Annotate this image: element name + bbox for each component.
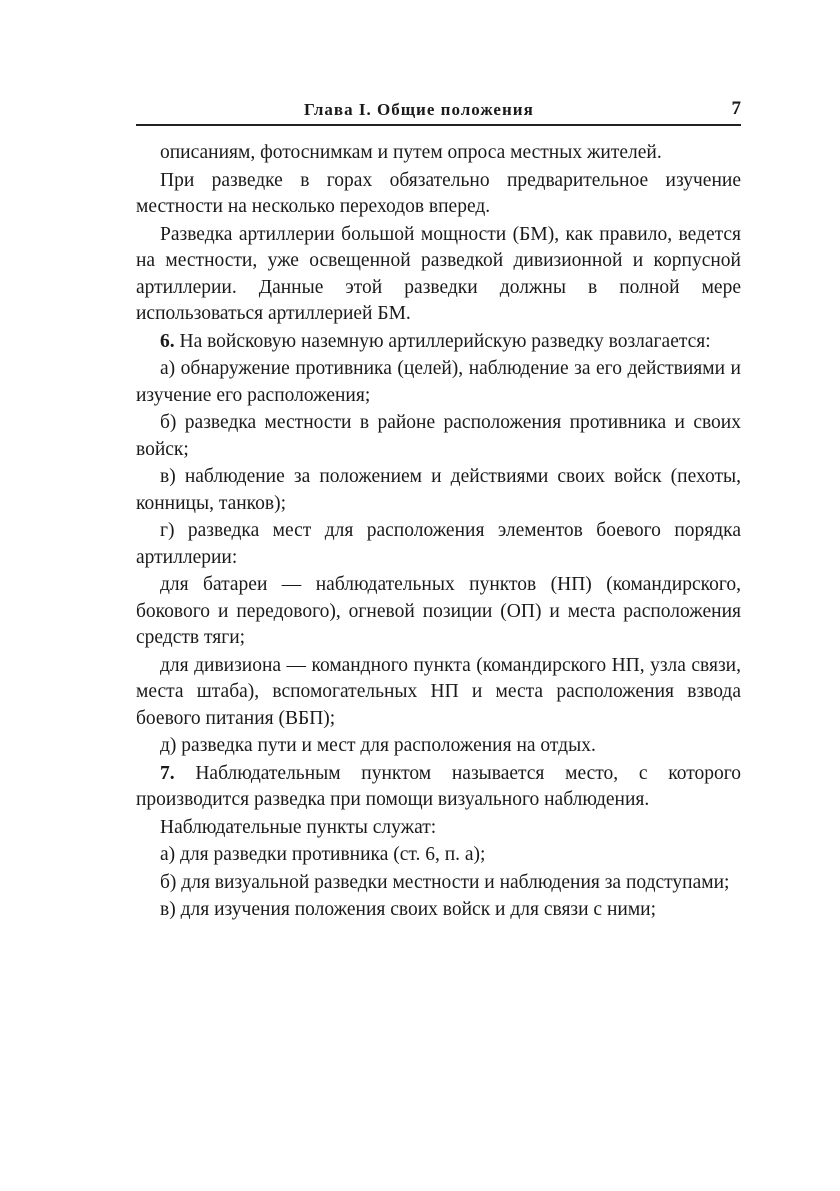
paragraph: [136, 572, 741, 652]
paragraph-text: Разведка артиллерии большой мощности (БМ), как правило, ведется на местности, уже освещенной разведкой дивизионной и корпусной артиллерии. Данные этой разведки должны в полной мере использоваться артиллерией БМ.: [136, 223, 741, 324]
paragraph: [136, 653, 741, 733]
paragraph: [136, 733, 741, 760]
paragraph: [136, 518, 741, 571]
paragraph: [136, 168, 741, 221]
header-rule: [136, 124, 741, 126]
chapter-title: Глава I. Общие положения: [304, 100, 534, 119]
paragraph-text: Наблюдательные пункты служат:: [160, 816, 437, 838]
paragraph-text: д) разведка пути и мест для расположения на отдых.: [160, 735, 596, 756]
paragraph: [136, 815, 741, 842]
paragraph-text: г) разведка мест для расположения элементов боевого порядка артиллерии:: [136, 520, 741, 568]
paragraph-text: а) обнаружение противника (целей), наблюдение за его действиями и изучение его расположения;: [136, 358, 741, 406]
paragraph: [136, 222, 741, 328]
paragraph-text: На войсковую наземную артиллерийскую разведку возлагается:: [174, 330, 711, 352]
paragraph-text: б) для визуальной разведки местности и наблюдения за подступами;: [160, 871, 730, 893]
paragraph: [136, 897, 741, 924]
paragraph: [136, 464, 741, 517]
paragraph-text: При разведке в горах обязательно предварительное изучение местности на несколько переходов вперед.: [136, 169, 741, 217]
paragraph-text: Наблюдательным пунктом называется место, с которого производится разведка при помощи визуального наблюдения.: [136, 762, 741, 810]
paragraph: [136, 410, 741, 463]
paragraph-text: в) для изучения положения своих войск и для связи с ними;: [160, 899, 657, 920]
paragraph: [136, 870, 741, 897]
paragraph-text: для дивизиона — командного пункта (командирского НП, узла связи, места штаба), вспомогательных НП и места расположения взвода боевого питания (ВБП);: [136, 654, 741, 729]
section-number: 6.: [160, 330, 175, 352]
running-header: [136, 96, 741, 124]
paragraph: [136, 761, 741, 814]
paragraph-text: описаниям, фотоснимкам и путем опроса местных жителей.: [160, 142, 662, 163]
paragraph: [136, 842, 741, 869]
paragraph: [136, 140, 741, 167]
paragraph: [136, 329, 741, 356]
section-number: 7.: [160, 762, 175, 784]
body-text: [136, 140, 741, 925]
paragraph-text: в) наблюдение за положением и действиями своих войск (пехоты, конницы, танков);: [136, 466, 741, 514]
paragraph: [136, 356, 741, 409]
paragraph-text: б) разведка местности в районе расположения противника и своих войск;: [136, 412, 741, 460]
paragraph-text: а) для разведки противника (ст. 6, п. а);: [160, 844, 486, 865]
paragraph-text: для батареи — наблюдательных пунктов (НП) (командирского, бокового и передового), огневой позиции (ОП) и места расположения средств тяги;: [136, 574, 741, 648]
page-number: 7: [731, 98, 741, 119]
